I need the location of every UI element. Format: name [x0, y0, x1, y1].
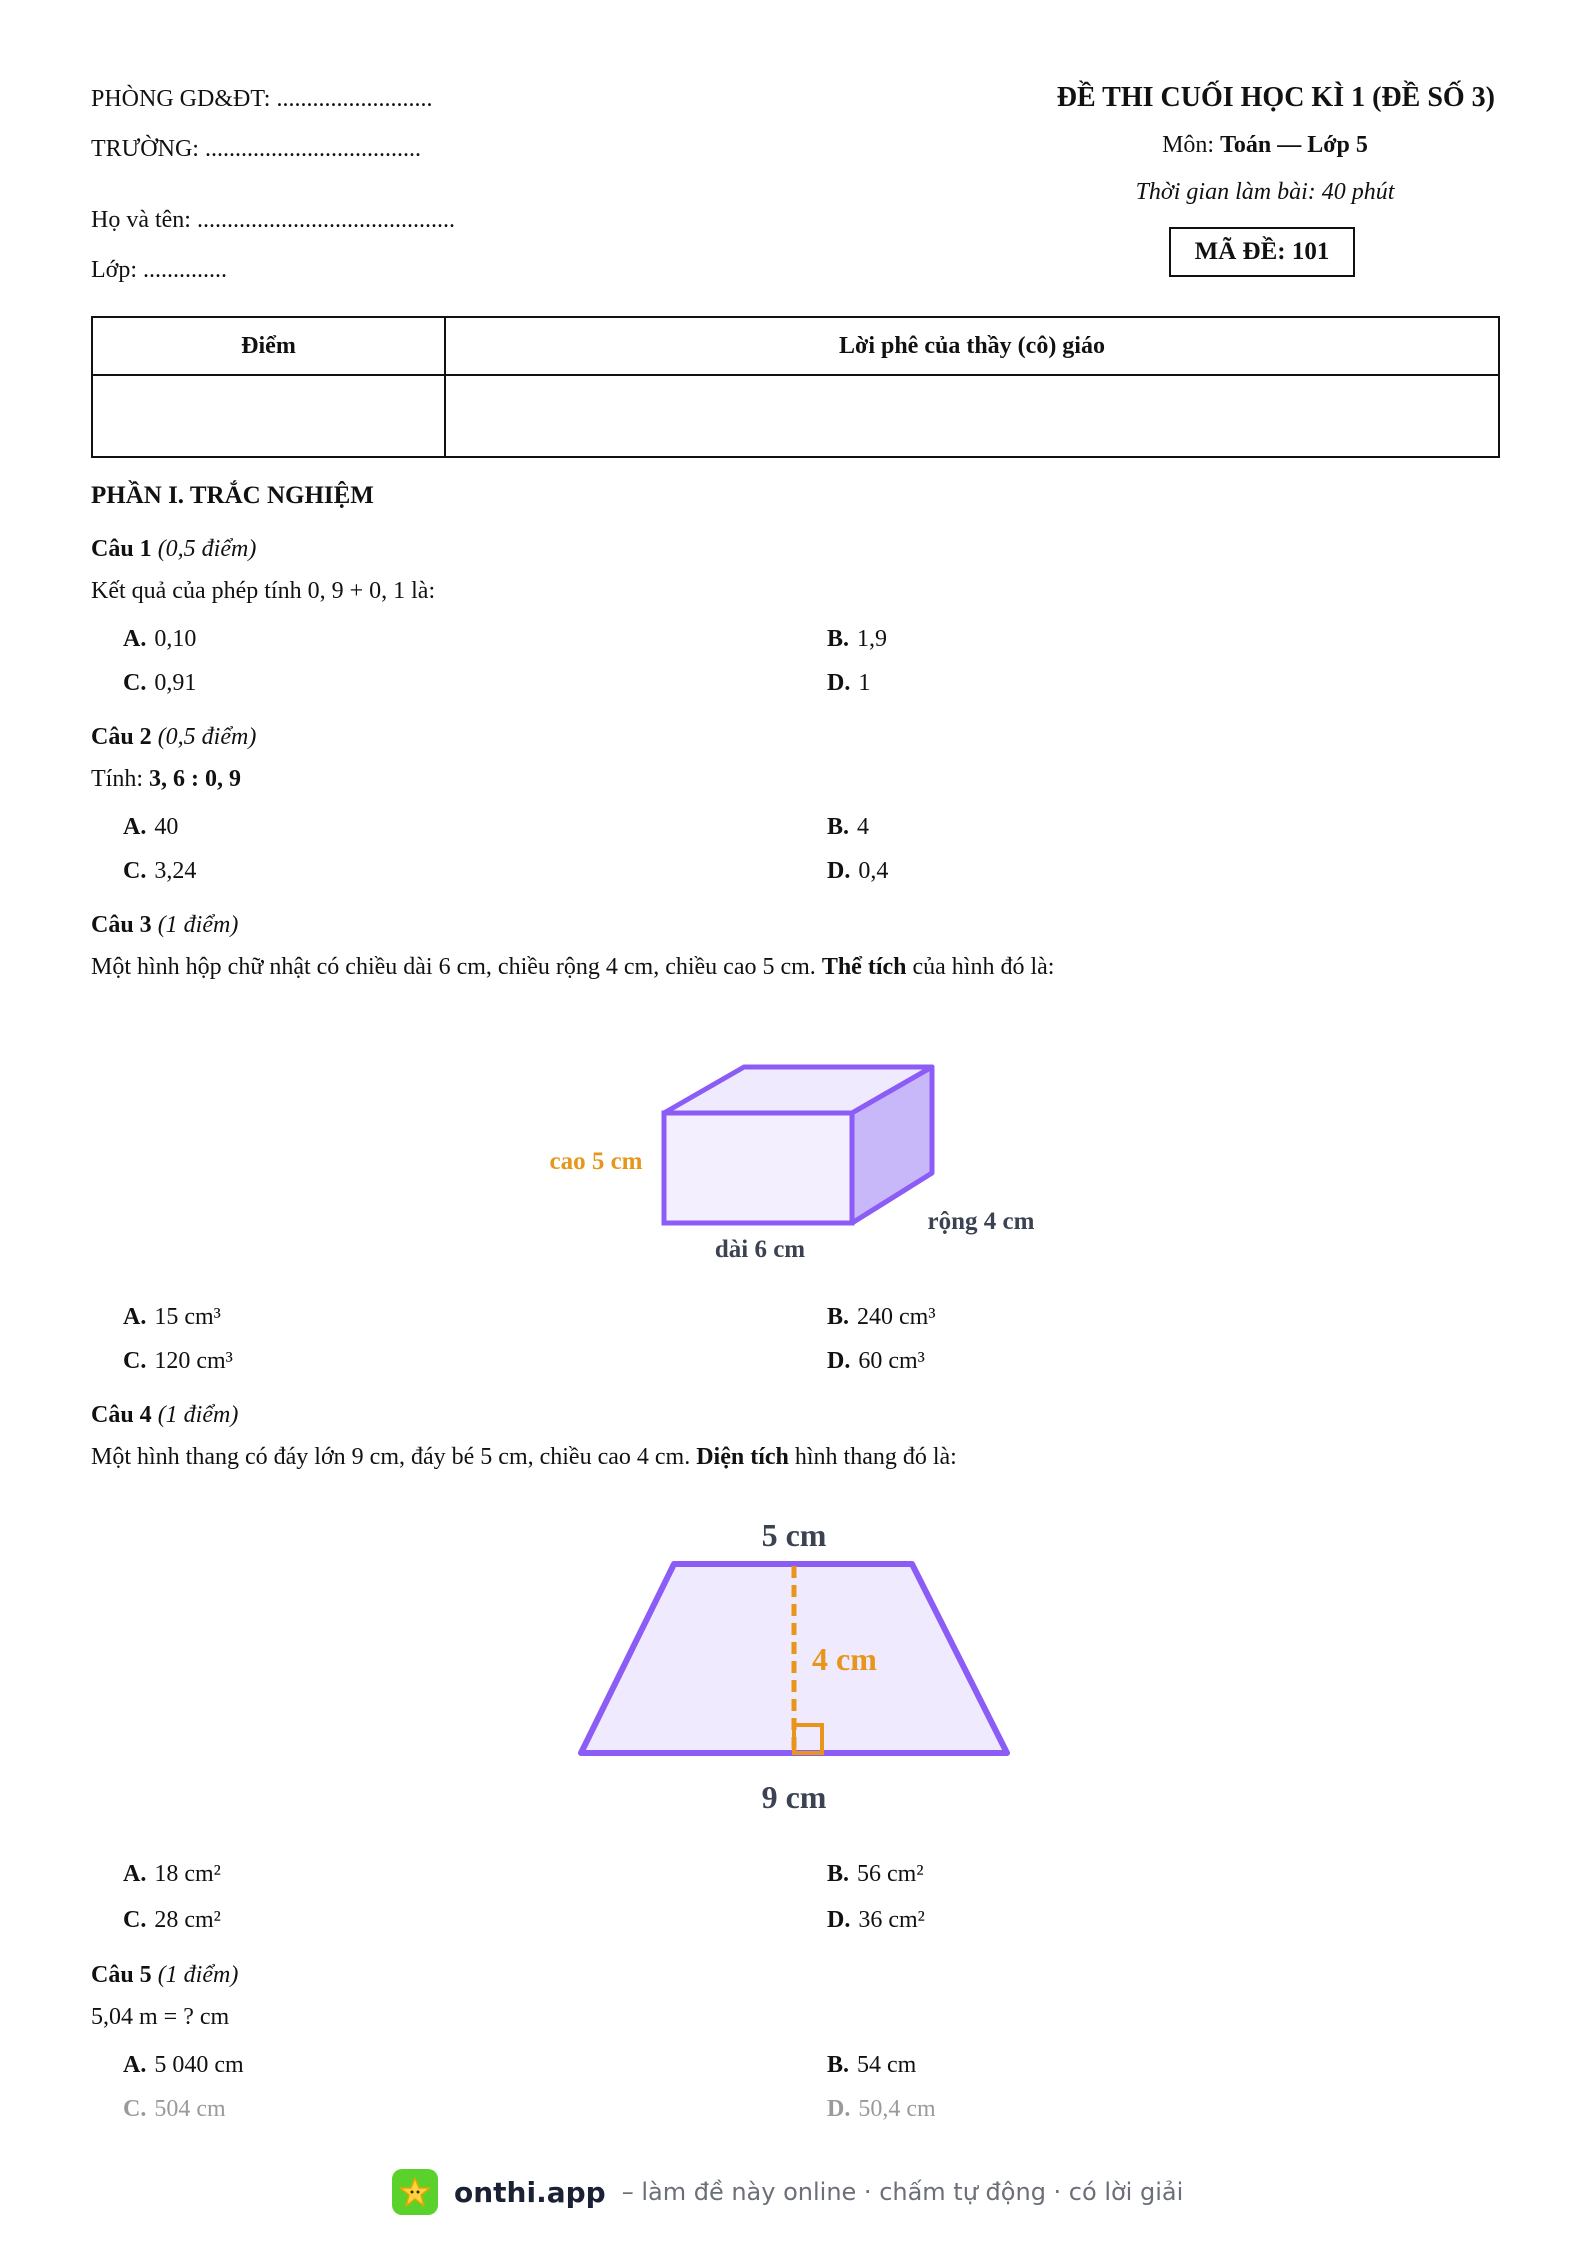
question-label: Câu 5: [91, 1962, 152, 1988]
question-2-heading: [91, 724, 256, 751]
question-points: (0,5 điểm): [157, 536, 257, 562]
section-title: PHẦN I. TRẮC NGHIỆM: [91, 482, 374, 509]
box-width-label: rộng 4 cm: [927, 1208, 1035, 1235]
question-5-text: 5,04 m = ? cm: [91, 2004, 230, 2030]
question-3-option-a[interactable]: A. 15 cm³: [123, 1304, 221, 1330]
question-2-option-d[interactable]: D. 0,4: [827, 858, 889, 884]
footer-banner[interactable]: [392, 2168, 1183, 2216]
question-5-option-c[interactable]: C. 504 cm: [123, 2096, 226, 2122]
question-label: Câu 4: [91, 1402, 152, 1428]
question-label: Câu 2: [91, 724, 152, 750]
question-4-option-d[interactable]: D. 36 cm²: [827, 1907, 925, 1933]
question-1-heading: [91, 536, 256, 563]
question-5-option-a[interactable]: A. 5 040 cm: [123, 2052, 244, 2078]
comment-header: Lời phê của thầy (cô) giáo: [445, 317, 1499, 375]
student-name-field: Họ và tên: ...........................................: [91, 207, 455, 233]
school-field: TRƯỜNG: ....................................: [91, 136, 421, 162]
class-field: Lớp: ..............: [91, 257, 228, 283]
brand-name[interactable]: onthi.app: [454, 2175, 606, 2209]
question-points: (0,5 điểm): [157, 724, 257, 750]
question-4-option-c[interactable]: C. 28 cm²: [123, 1907, 221, 1933]
trapezoid-bottom-label: 9 cm: [761, 1779, 827, 1815]
question-3-option-c[interactable]: C. 120 cm³: [123, 1348, 233, 1374]
question-5-option-d[interactable]: D. 50,4 cm: [827, 2096, 936, 2122]
question-points: (1 điểm): [157, 1402, 239, 1428]
question-4-option-a[interactable]: A. 18 cm²: [123, 1861, 221, 1887]
question-1-option-c[interactable]: C. 0,91: [123, 670, 197, 696]
footer-tagline: – làm đề này online · chấm tự động · có lời giải: [621, 2178, 1184, 2206]
box-figure: [520, 1040, 1080, 1280]
question-5-heading: [91, 1962, 238, 1989]
question-points: (1 điểm): [157, 912, 239, 938]
question-4-option-b[interactable]: B. 56 cm²: [827, 1861, 924, 1887]
question-1-option-a[interactable]: A. 0,10: [123, 626, 197, 652]
question-label: Câu 3: [91, 912, 152, 938]
duration: Thời gian làm bài: 40 phút: [1135, 179, 1395, 205]
trapezoid-height-label: 4 cm: [812, 1641, 877, 1677]
question-points: (1 điểm): [157, 1962, 239, 1988]
question-4-text: Một hình thang có đáy lớn 9 cm, đáy bé 5 cm, chiều cao 4 cm. Diện tích hình thang đó là:: [91, 1444, 957, 1470]
grade-table: [91, 316, 1500, 458]
question-3-heading: [91, 912, 238, 939]
question-1-option-d[interactable]: D. 1: [827, 670, 871, 696]
question-3-option-d[interactable]: D. 60 cm³: [827, 1348, 925, 1374]
score-header: Điểm: [92, 317, 445, 375]
question-2-option-b[interactable]: B. 4: [827, 814, 870, 840]
comment-cell: [445, 375, 1499, 457]
department-field: PHÒNG GD&ĐT: ..........................: [91, 86, 433, 112]
question-1-option-b[interactable]: B. 1,9: [827, 626, 888, 652]
box-height-label: cao 5 cm: [549, 1148, 643, 1175]
subject-line: [1010, 132, 1520, 159]
question-2-option-c[interactable]: C. 3,24: [123, 858, 197, 884]
subject-prefix: Môn:: [1162, 132, 1221, 158]
question-3-option-b[interactable]: B. 240 cm³: [827, 1304, 936, 1330]
question-2-text: Tính: 3, 6 : 0, 9: [91, 766, 241, 792]
question-2-option-a[interactable]: A. 40: [123, 814, 179, 840]
box-front-face: [664, 1113, 852, 1223]
question-label: Câu 1: [91, 536, 152, 562]
question-1-text: Kết quả của phép tính 0, 9 + 0, 1 là:: [91, 578, 436, 604]
score-cell: [92, 375, 445, 457]
exam-code-box: MÃ ĐỀ: 101: [1169, 227, 1355, 277]
trapezoid-top-label: 5 cm: [761, 1517, 827, 1553]
onthi-logo-icon: [392, 2169, 438, 2215]
question-4-heading: [91, 1402, 238, 1429]
question-5-option-b[interactable]: B. 54 cm: [827, 2052, 917, 2078]
box-length-label: dài 6 cm: [714, 1236, 806, 1263]
exam-title: ĐỀ THI CUỐI HỌC KÌ 1 (ĐỀ SỐ 3): [1056, 82, 1495, 113]
trapezoid-figure: [560, 1500, 1040, 1830]
question-3-text: Một hình hộp chữ nhật có chiều dài 6 cm, chiều rộng 4 cm, chiều cao 5 cm. Thể tích của hình đó là:: [91, 954, 1055, 980]
subject: Toán — Lớp 5: [1220, 132, 1368, 158]
